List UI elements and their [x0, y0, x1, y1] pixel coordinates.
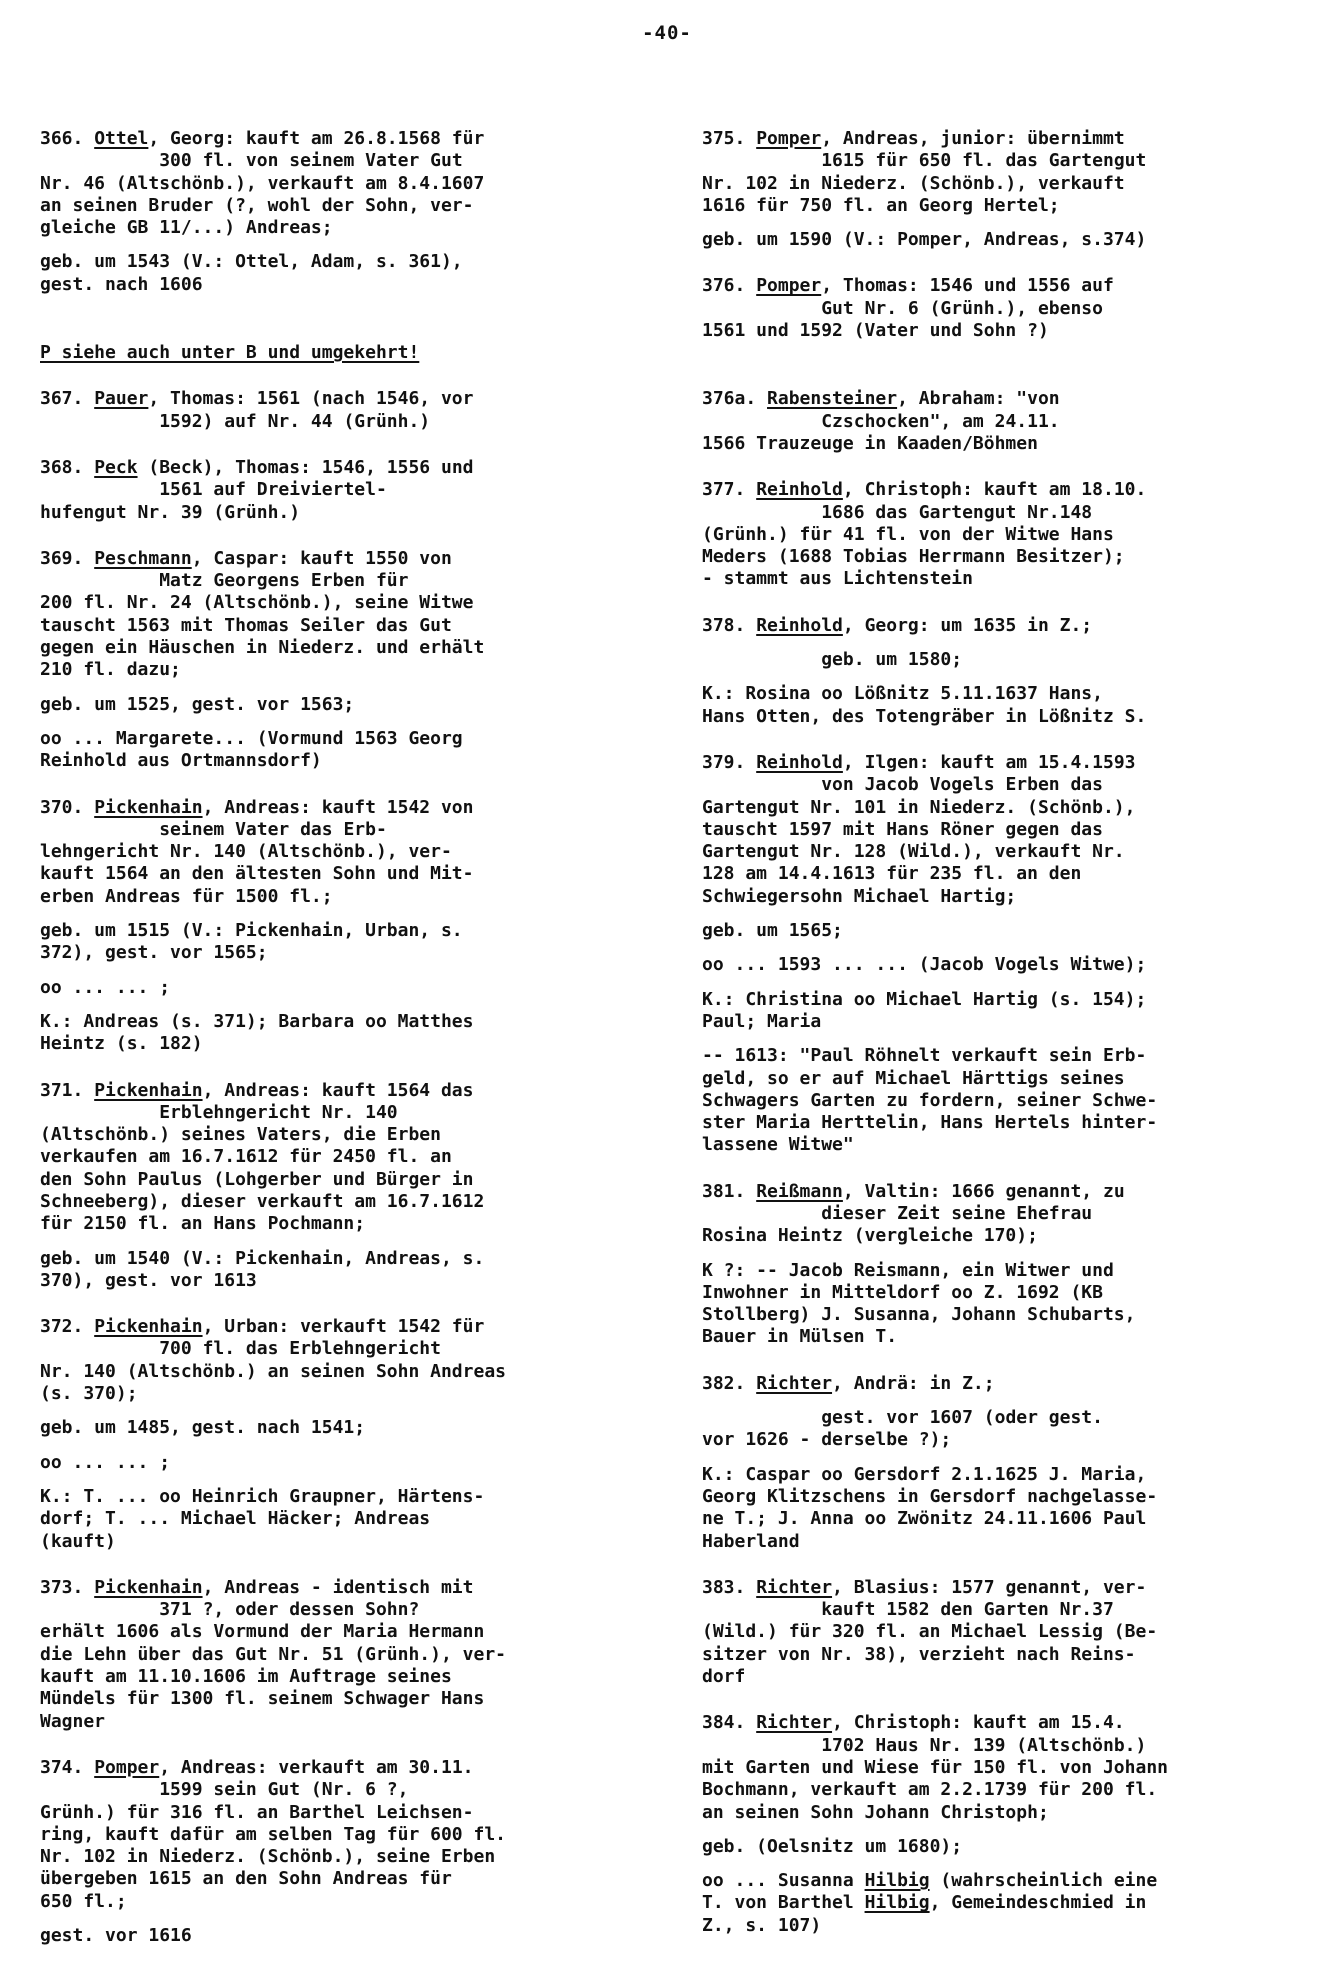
entry-paragraph: 382. Richter, Andrä: in Z.; — [702, 1372, 995, 1394]
right-entry — [702, 615, 1302, 728]
entry-paragraph: -- 1613: "Paul Röhnelt verkauft sein Erb- geld, so er auf Michael Härttigs seines Schwagers Garten zu fordern, seiner Schwe- ster Maria Herttelin, Hans Hertels hinter- lassene Witwe" — [702, 1045, 1158, 1156]
right-entry — [702, 1373, 1302, 1553]
entry-gap — [702, 455, 1302, 479]
entry-paragraph: 376. Pomper, Thomas: 1546 und 1556 auf Gut Nr. 6 (Grünh.), ebenso 1561 und 1592 (Vater und Sohn ?) — [702, 275, 1114, 342]
line-gap — [702, 1248, 1302, 1260]
entry-paragraph: 370. Pickenhain, Andreas: kauft 1542 von seinem Vater das Erb- lehngericht Nr. 140 (Altschönb.), ver- kauft 1564 an den ältesten Sohn und Mit- erben Andreas für 1500 fl.; — [40, 796, 474, 907]
entry-paragraph: 368. Peck (Beck), Thomas: 1546, 1556 und 1561 auf Dreiviertel- hufengut Nr. 39 (Grünh.) — [40, 456, 474, 523]
entry-gap — [40, 364, 630, 388]
entry-gap — [702, 1553, 1302, 1577]
entry-paragraph: 377. Reinhold, Christoph: kauft am 18.10. 1686 das Gartengut Nr.148 (Grünh.) für 41 fl. von der Witwe Hans Meders (1688 Tobias Herrmann Besitzer); - stammt aus Lichtenstein — [702, 479, 1147, 590]
entry-gap — [702, 1349, 1302, 1373]
line-gap — [40, 682, 630, 694]
entry-paragraph: 376a. Rabensteiner, Abraham: "von Czschocken", am 24.11. 1566 Trauzeuge in Kaaden/Böhmen — [702, 388, 1060, 454]
right-entry — [702, 1712, 1302, 1937]
left-entry — [40, 342, 630, 364]
entry-gap — [702, 1157, 1302, 1181]
left-entry — [40, 388, 630, 433]
left-entry — [40, 1577, 630, 1733]
line-gap — [40, 1405, 630, 1417]
line-gap — [40, 1236, 630, 1248]
entry-gap — [702, 342, 1302, 388]
entry-paragraph: K.: Andreas (s. 371); Barbara oo Matthes Heintz (s. 182) — [40, 1010, 474, 1055]
line-gap — [40, 965, 630, 977]
entry-paragraph: 384. Richter, Christoph: kauft am 15.4. 1702 Haus Nr. 139 (Altschönb.) mit Garten und Wiese für 150 fl. von Johann Bochmann, verkauft am 2.2.1739 für 200 fl. an seinen Sohn Johann Christoph; — [702, 1712, 1168, 1823]
left-entry — [40, 548, 630, 773]
entry-paragraph: 366. Ottel, Georg: kauft am 26.8.1568 für 300 fl. von seinem Vater Gut Nr. 46 (Altschönb.), verkauft am 8.4.1607 an seinen Bruder (?, wohl der Sohn, ver- gleiche GB 11/...) Andreas; — [40, 128, 485, 239]
right-entry — [702, 1181, 1302, 1349]
entry-paragraph: 375. Pomper, Andreas, junior: übernimmt 1615 für 650 fl. das Gartengut Nr. 102 in Niederz. (Schönb.), verkauft 1616 für 750 fl. an Georg Hertel; — [702, 128, 1147, 216]
line-gap — [40, 1474, 630, 1486]
entry-paragraph: 383. Richter, Blasius: 1577 genannt, ver- kauft 1582 den Garten Nr.37 (Wild.) für 320 fl. an Michael Lessig (Be- sitzer von Nr. 38), verzieht nach Reins- dorf — [702, 1576, 1158, 1688]
entry-paragraph: 369. Peschmann, Caspar: kauft 1550 von Matz Georgens Erben für 200 fl. Nr. 24 (Altschönb.), seine Witwe tauscht 1563 mit Thomas Seiler das Gut gegen ein Häuschen in Niederz. und erhält 210 fl. dazu; — [40, 547, 485, 681]
line-gap — [702, 1824, 1302, 1836]
line-gap — [702, 637, 1302, 649]
entry-paragraph: K.: Caspar oo Gersdorf 2.1.1625 J. Maria, Georg Klitzschens in Gersdorf nachgelasse- ne T.; J. Anna oo Zwönitz 24.11.1606 Paul Haberland — [702, 1463, 1158, 1552]
left-entry — [40, 457, 630, 524]
entry-gap — [702, 591, 1302, 615]
entry-paragraph: geb. um 1515 (V.: Pickenhain, Urban, s. 372), gest. vor 1565; — [40, 920, 463, 964]
line-gap — [702, 1395, 1302, 1407]
right-entry — [702, 388, 1302, 455]
entry-gap — [40, 1056, 630, 1080]
left-entry — [40, 1757, 630, 1947]
right-entry — [702, 275, 1302, 342]
entry-paragraph: 371. Pickenhain, Andreas: kauft 1564 das Erblehngericht Nr. 140 (Altschönb.) seines Vaters, die Erben verkaufen am 16.7.1612 für 2450 fl. an den Sohn Paulus (Lohgerber und Bürger in Schneeberg), dieser verkauft am 16.7.1612 für 2150 fl. an Hans Pochmann; — [40, 1079, 485, 1235]
page-number: -40- — [642, 22, 692, 44]
line-gap — [40, 716, 630, 728]
left-entry — [40, 128, 630, 296]
line-gap — [702, 1033, 1302, 1045]
line-gap — [702, 217, 1302, 229]
entry-gap — [40, 1292, 630, 1316]
entry-paragraph: 367. Pauer, Thomas: 1561 (nach 1546, vor 1592) auf Nr. 44 (Grünh.) — [40, 388, 474, 432]
line-gap — [40, 1913, 630, 1925]
left-column — [40, 128, 630, 1947]
entry-paragraph: K ?: -- Jacob Reismann, ein Witwer und Inwohner in Mitteldorf oo Z. 1692 (KB Stollberg) J. Susanna, Johann Schubarts, Bauer in Mülsen T. — [702, 1259, 1136, 1348]
entry-paragraph: geb. um 1525, gest. vor 1563; — [40, 693, 355, 715]
entry-paragraph: geb. um 1565; — [702, 920, 843, 942]
entry-gap — [40, 296, 630, 342]
entry-paragraph: gest. vor 1616 — [40, 1925, 192, 1946]
entry-paragraph: 379. Reinhold, Ilgen: kauft am 15.4.1593 von Jacob Vogels Erben das Gartengut Nr. 101 in Niederz. (Schönb.), tauscht 1597 mit Hans Röner gegen das Gartengut Nr. 128 (Wild.), verkauft Nr. 128 am 14.4.1613 für 235 fl. an den Schwiegersohn Michael Hartig; — [702, 751, 1136, 907]
entry-paragraph: K.: Rosina oo Lößnitz 5.11.1637 Hans, Hans Otten, des Totengräber in Lößnitz S. — [702, 683, 1147, 727]
entry-paragraph: 372. Pickenhain, Urban: verkauft 1542 für 700 fl. das Erblehngericht Nr. 140 (Altschönb.) an seinen Sohn Andreas (s. 370); — [40, 1316, 506, 1405]
line-gap — [702, 908, 1302, 920]
entry-paragraph: 373. Pickenhain, Andreas - identisch mit 371 ?, oder dessen Sohn? erhält 1606 als Vormund der Maria Hermann die Lehn über das Gut Nr. 51 (Grünh.), ver- kauft am 11.10.1606 im Auftrage seines Mündels für 1300 fl. seinem Schwager Hans Wagner — [40, 1576, 506, 1732]
entry-paragraph: geb. um 1590 (V.: Pomper, Andreas, s.374) — [702, 229, 1147, 251]
line-gap — [40, 239, 630, 251]
left-entry — [40, 797, 630, 1056]
entry-paragraph: gest. vor 1607 (oder gest. vor 1626 - derselbe ?); — [702, 1407, 1103, 1451]
left-entry — [40, 1080, 630, 1293]
entry-paragraph: K.: T. ... oo Heinrich Graupner, Härtens- dorf; T. ... Michael Häcker; Andreas (kauft) — [40, 1485, 485, 1552]
left-entry — [40, 1316, 630, 1553]
entry-gap — [40, 773, 630, 797]
entry-paragraph: geb. (Oelsnitz um 1680); — [702, 1835, 963, 1857]
line-gap — [40, 1440, 630, 1452]
entry-paragraph: oo ... 1593 ... ... (Jacob Vogels Witwe); — [702, 954, 1147, 976]
line-gap — [40, 999, 630, 1011]
line-gap — [702, 942, 1302, 954]
entry-gap — [40, 433, 630, 457]
line-gap — [702, 977, 1302, 989]
right-entry — [702, 479, 1302, 590]
entry-paragraph: 374. Pomper, Andreas: verkauft am 30.11. 1599 sein Gut (Nr. 6 ?, Grünh.) für 316 fl. an Barthel Leichsen- ring, kauft dafür am selben Tag für 600 fl. Nr. 102 in Niederz. (Schönb.), seine Erben übergeben 1615 an den Sohn Andreas für 650 fl.; — [40, 1756, 506, 1912]
entry-gap — [702, 1688, 1302, 1712]
right-entry — [702, 1577, 1302, 1688]
entry-paragraph: oo ... Susanna Hilbig (wahrscheinlich eine T. von Barthel Hilbig, Gemeindeschmied in Z., s. 107) — [702, 1870, 1158, 1936]
line-gap — [40, 908, 630, 920]
entry-paragraph: geb. um 1543 (V.: Ottel, Adam, s. 361), gest. nach 1606 — [40, 251, 463, 295]
entry-paragraph: geb. um 1580; — [702, 649, 963, 671]
line-gap — [702, 1858, 1302, 1870]
entry-gap — [40, 524, 630, 548]
line-gap — [702, 1452, 1302, 1464]
entry-gap — [702, 251, 1302, 275]
entry-paragraph: oo ... ... ; — [40, 1451, 171, 1473]
entry-paragraph: oo ... Margarete... (Vormund 1563 Georg Reinhold aus Ortmannsdorf) — [40, 727, 463, 772]
entry-paragraph: oo ... ... ; — [40, 976, 171, 998]
entry-paragraph: P siehe auch unter B und umgekehrt! — [40, 342, 420, 364]
entry-gap — [40, 1553, 630, 1577]
entry-gap — [702, 728, 1302, 752]
entry-paragraph: 381. Reißmann, Valtin: 1666 genannt, zu dieser Zeit seine Ehefrau Rosina Heintz (vergleiche 170); — [702, 1180, 1125, 1247]
right-column — [702, 128, 1302, 1937]
entry-gap — [40, 1733, 630, 1757]
entry-paragraph: geb. um 1540 (V.: Pickenhain, Andreas, s. 370), gest. vor 1613 — [40, 1247, 485, 1291]
entry-paragraph: geb. um 1485, gest. nach 1541; — [40, 1417, 366, 1439]
entry-paragraph: K.: Christina oo Michael Hartig (s. 154); Paul; Maria — [702, 988, 1147, 1032]
right-entry — [702, 128, 1302, 251]
line-gap — [702, 671, 1302, 683]
right-entry — [702, 752, 1302, 1157]
entry-paragraph: 378. Reinhold, Georg: um 1635 in Z.; — [702, 614, 1093, 636]
